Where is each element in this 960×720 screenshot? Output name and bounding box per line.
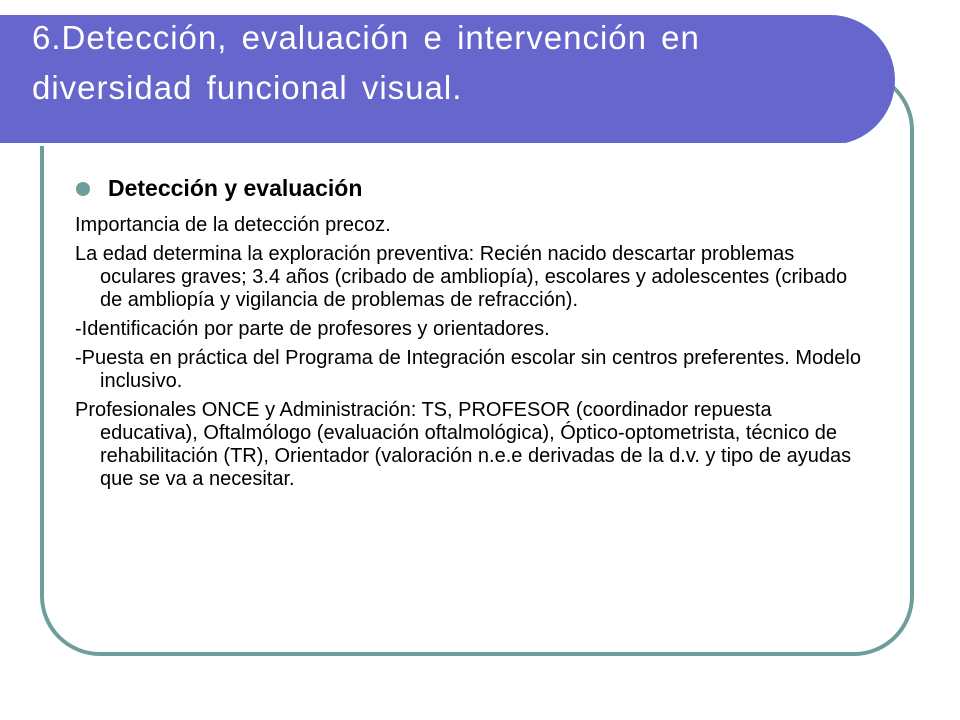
paragraph-identification: -Identificación por parte de profesores y orientadores.: [75, 318, 550, 340]
paragraph-age-exploration: La edad determina la exploración preventiva: Recién nacido descartar problemas oculares graves; 3.4 años (cribado de ambliopía), escolares y adolescentes (cribado de ambliopía y vigilancia de problemas de refracción).: [75, 243, 848, 311]
slide-body: [75, 170, 865, 497]
paragraph-importance: Importancia de la detección precoz.: [75, 214, 391, 236]
paragraph-professionals: Profesionales ONCE y Administración: TS, PROFESOR (coordinador repuesta educativa), Oftalmólogo (evaluación oftalmológica), Óptico-optometrista, técnico de rehabilitación (TR), Orientador (valoración n.e.e derivadas de la d.v. y tipo de ayudas que se va a necesitar.: [75, 399, 852, 490]
title-underline: [0, 143, 850, 146]
section-heading: Detección y evaluación: [108, 175, 363, 201]
bullet-heading-row: [75, 170, 865, 206]
paragraph-integration-program: -Puesta en práctica del Programa de Integración escolar sin centros preferentes. Modelo inclusivo.: [75, 347, 861, 392]
slide-title: 6.Detección, evaluación e intervención en diversidad funcional visual.: [32, 19, 700, 106]
round-bullet-icon: [76, 182, 90, 196]
title-banner: [0, 15, 895, 145]
